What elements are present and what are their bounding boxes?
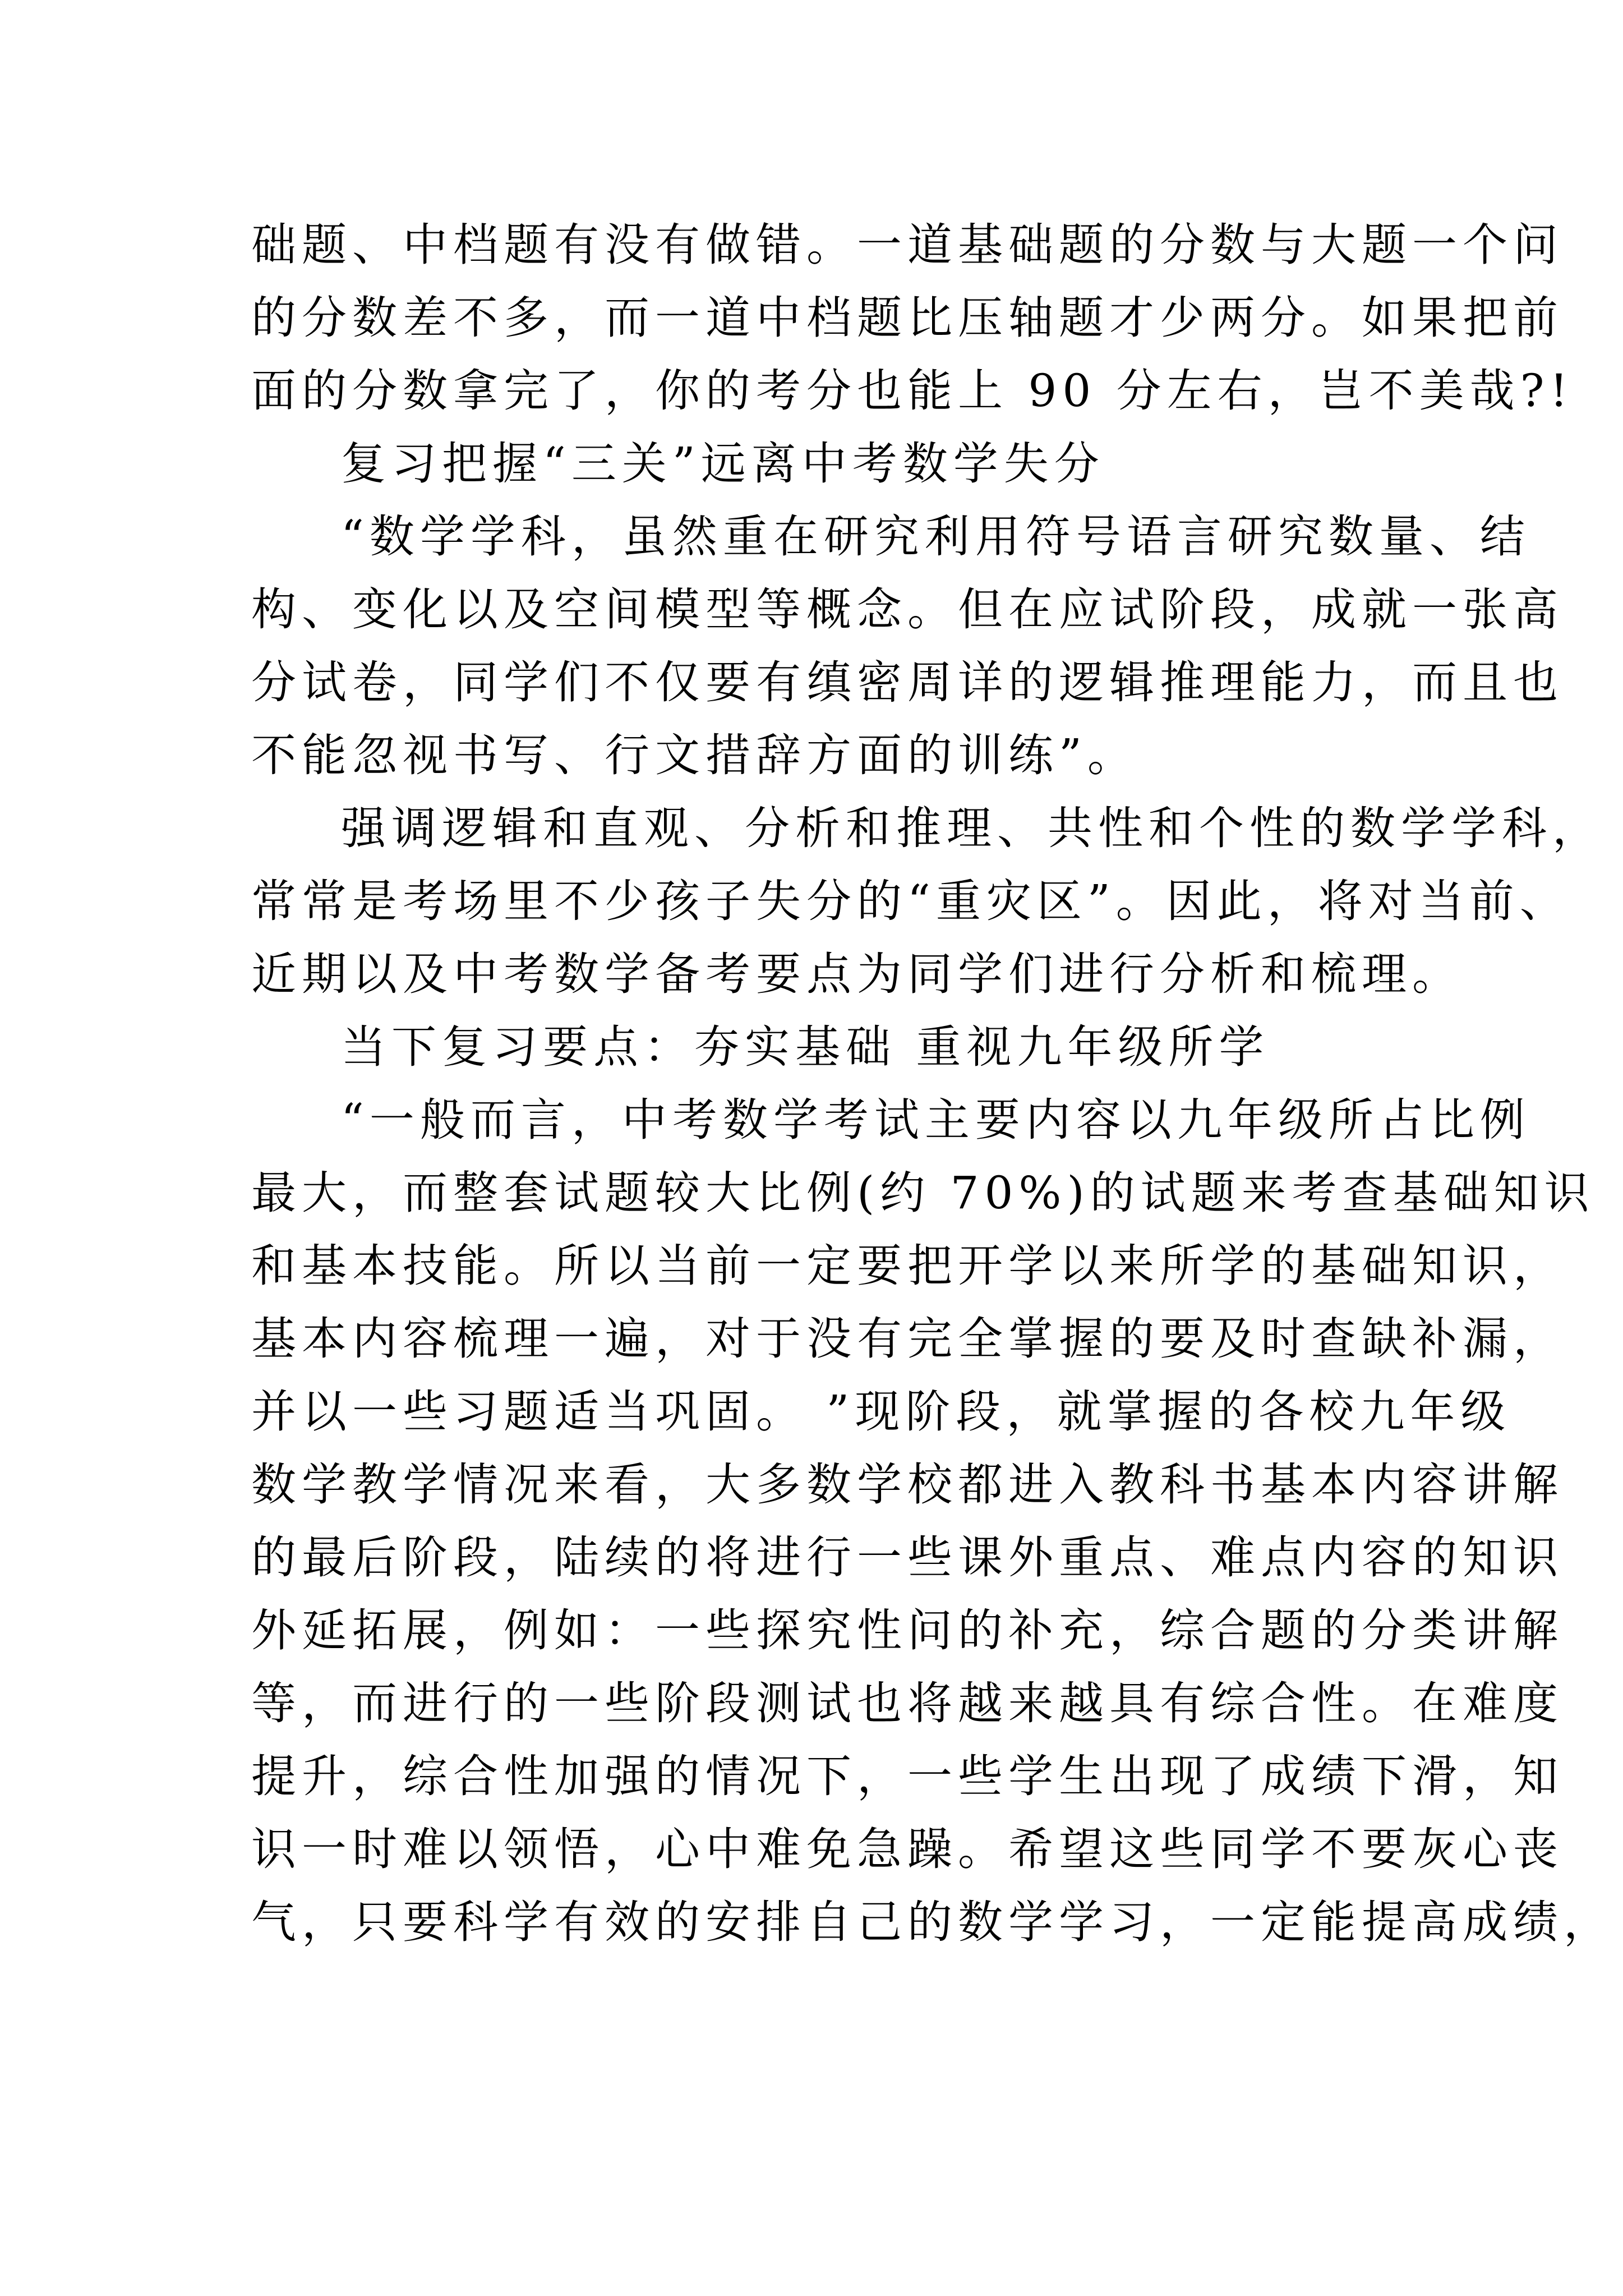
body-text <box>251 209 1614 1959</box>
section-heading: 当下复习要点：夯实基础 重视九年级所学 <box>341 1021 1270 1073</box>
text-line: 识一时难以领悟，心中难免急躁。希望这些同学不要灰心丧 <box>251 1823 1564 1875</box>
text-line: 强调逻辑和直观、分析和推理、共性和个性的数学学科， <box>341 802 1603 854</box>
text-line: 分试卷，同学们不仅要有缜密周详的逻辑推理能力，而且也 <box>251 656 1564 708</box>
text-line: 和基本技能。所以当前一定要把开学以来所学的基础知识， <box>251 1240 1564 1292</box>
text-line: 最大，而整套试题较大比例(约 70%)的试题来考查基础知识 <box>251 1167 1595 1219</box>
text-line: 提升，综合性加强的情况下，一些学生出现了成绩下滑，知 <box>251 1750 1564 1802</box>
text-line: 气，只要科学有效的安排自己的数学学习，一定能提高成绩， <box>251 1896 1614 1948</box>
text-line: 数学教学情况来看，大多数学校都进入教科书基本内容讲解 <box>251 1458 1564 1511</box>
text-line: “一般而言，中考数学考试主要内容以九年级所占比例 <box>341 1094 1530 1146</box>
text-line: 构、变化以及空间模型等概念。但在应试阶段，成就一张高 <box>251 583 1564 636</box>
text-line: 并以一些习题适当巩固。 ”现阶段，就掌握的各校九年级 <box>251 1386 1511 1438</box>
text-line: 不能忽视书写、行文措辞方面的训练”。 <box>251 729 1138 781</box>
text-line: 外延拓展，例如：一些探究性问的补充，综合题的分类讲解 <box>251 1604 1564 1657</box>
text-line: 基本内容梳理一遍，对于没有完全掌握的要及时查缺补漏， <box>251 1313 1564 1365</box>
text-line: 础题、中档题有没有做错。一道基础题的分数与大题一个问 <box>251 219 1564 271</box>
text-line: 的最后阶段，陆续的将进行一些课外重点、难点内容的知识 <box>251 1531 1564 1584</box>
text-line: 等，而进行的一些阶段测试也将越来越具有综合性。在难度 <box>251 1677 1564 1729</box>
text-line: 面的分数拿完了，你的考分也能上 90 分左右，岂不美哉?! <box>251 365 1574 417</box>
text-line: 常常是考场里不少孩子失分的“重灾区”。因此，将对当前、 <box>251 875 1570 927</box>
text-line: “数学学科，虽然重在研究利用符号语言研究数量、结 <box>341 510 1530 563</box>
text-line: 的分数差不多，而一道中档题比压轴题才少两分。如果把前 <box>251 292 1564 344</box>
section-heading: 复习把握“三关”远离中考数学失分 <box>341 438 1105 490</box>
text-line: 近期以及中考数学备考要点为同学们进行分析和梳理。 <box>251 948 1463 1000</box>
